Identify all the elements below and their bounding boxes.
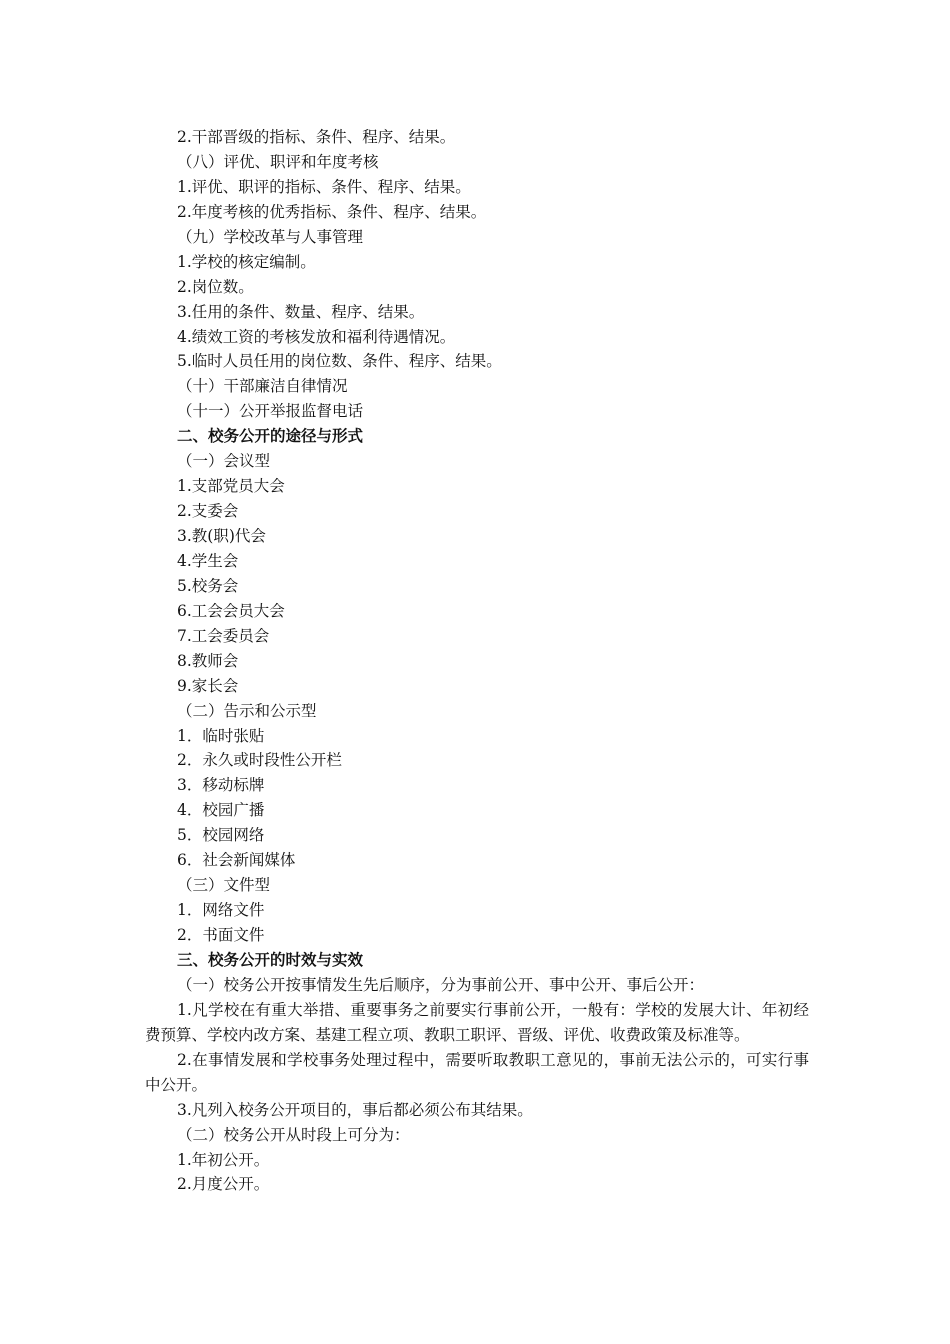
text-line: 5.临时人员任用的岗位数、条件、程序、结果。 bbox=[177, 352, 502, 371]
paragraph bbox=[145, 998, 809, 1048]
paragraph-text: 2.在事情发展和学校事务处理过程中，需要听取教职工意见的，事前无法公示的，可实行事中公开。 bbox=[145, 1050, 809, 1094]
list-item: 4.学生会 bbox=[177, 551, 239, 570]
section-heading: （一）会议型 bbox=[177, 452, 271, 471]
chapter-heading: 二、校务公开的途径与形式 bbox=[177, 427, 364, 446]
list-item: 1.年初公开。 bbox=[177, 1150, 270, 1169]
paragraph bbox=[145, 1048, 809, 1098]
section-heading: （十一）公开举报监督电话 bbox=[177, 402, 364, 421]
list-item: 8.教师会 bbox=[177, 651, 239, 670]
list-item: 2.月度公开。 bbox=[177, 1175, 270, 1194]
list-item: 5．校园网络 bbox=[177, 826, 265, 845]
list-item: 3.教(职)代会 bbox=[177, 527, 266, 545]
paragraph-text: 1.凡学校在有重大举措、重要事务之前要实行事前公开，一般有：学校的发展大计、年初经费预算、学校内改方案、基建工程立项、教职工职评、晋级、评优、收费政策及标准等。 bbox=[145, 1000, 809, 1044]
section-heading: （九）学校改革与人事管理 bbox=[177, 227, 364, 246]
list-item: 1．临时张贴 bbox=[177, 726, 265, 745]
list-item: 1．网络文件 bbox=[177, 901, 265, 920]
list-item: 1.支部党员大会 bbox=[177, 477, 285, 496]
list-item: 7.工会委员会 bbox=[177, 626, 270, 645]
list-item: 6.工会会员大会 bbox=[177, 601, 285, 620]
section-heading: （三）文件型 bbox=[177, 876, 271, 895]
section-heading: （十）干部廉洁自律情况 bbox=[177, 377, 348, 396]
text-line: 2.干部晋级的指标、条件、程序、结果。 bbox=[177, 128, 456, 146]
text-line: 4.绩效工资的考核发放和福利待遇情况。 bbox=[177, 327, 456, 346]
text-line: 3.凡列入校务公开项目的，事后都必须公布其结果。 bbox=[177, 1100, 533, 1119]
list-item: 2．永久或时段性公开栏 bbox=[177, 751, 342, 770]
list-item: 3．移动标牌 bbox=[177, 776, 265, 795]
chapter-heading: 三、校务公开的时效与实效 bbox=[177, 950, 364, 969]
text-line: 1.学校的核定编制。 bbox=[177, 252, 316, 271]
list-item: 4．校园广播 bbox=[177, 801, 265, 820]
text-line: 2.岗位数。 bbox=[177, 277, 254, 296]
text-line: 2.年度考核的优秀指标、条件、程序、结果。 bbox=[177, 202, 487, 221]
section-heading: （二）告示和公示型 bbox=[177, 701, 317, 720]
text-line: 3.任用的条件、数量、程序、结果。 bbox=[177, 302, 425, 321]
section-heading: （八）评优、职评和年度考核 bbox=[177, 152, 379, 171]
list-item: 9.家长会 bbox=[177, 676, 239, 695]
section-heading: （一）校务公开按事情发生先后顺序，分为事前公开、事中公开、事后公开： bbox=[177, 975, 705, 994]
list-item: 2．书面文件 bbox=[177, 926, 265, 944]
list-item: 6．社会新闻媒体 bbox=[177, 851, 296, 870]
section-heading: （二）校务公开从时段上可分为： bbox=[177, 1125, 410, 1144]
list-item: 5.校务会 bbox=[177, 576, 239, 595]
list-item: 2.支委会 bbox=[177, 502, 239, 521]
document-body bbox=[145, 125, 809, 1197]
text-line: 1.评优、职评的指标、条件、程序、结果。 bbox=[177, 177, 471, 196]
